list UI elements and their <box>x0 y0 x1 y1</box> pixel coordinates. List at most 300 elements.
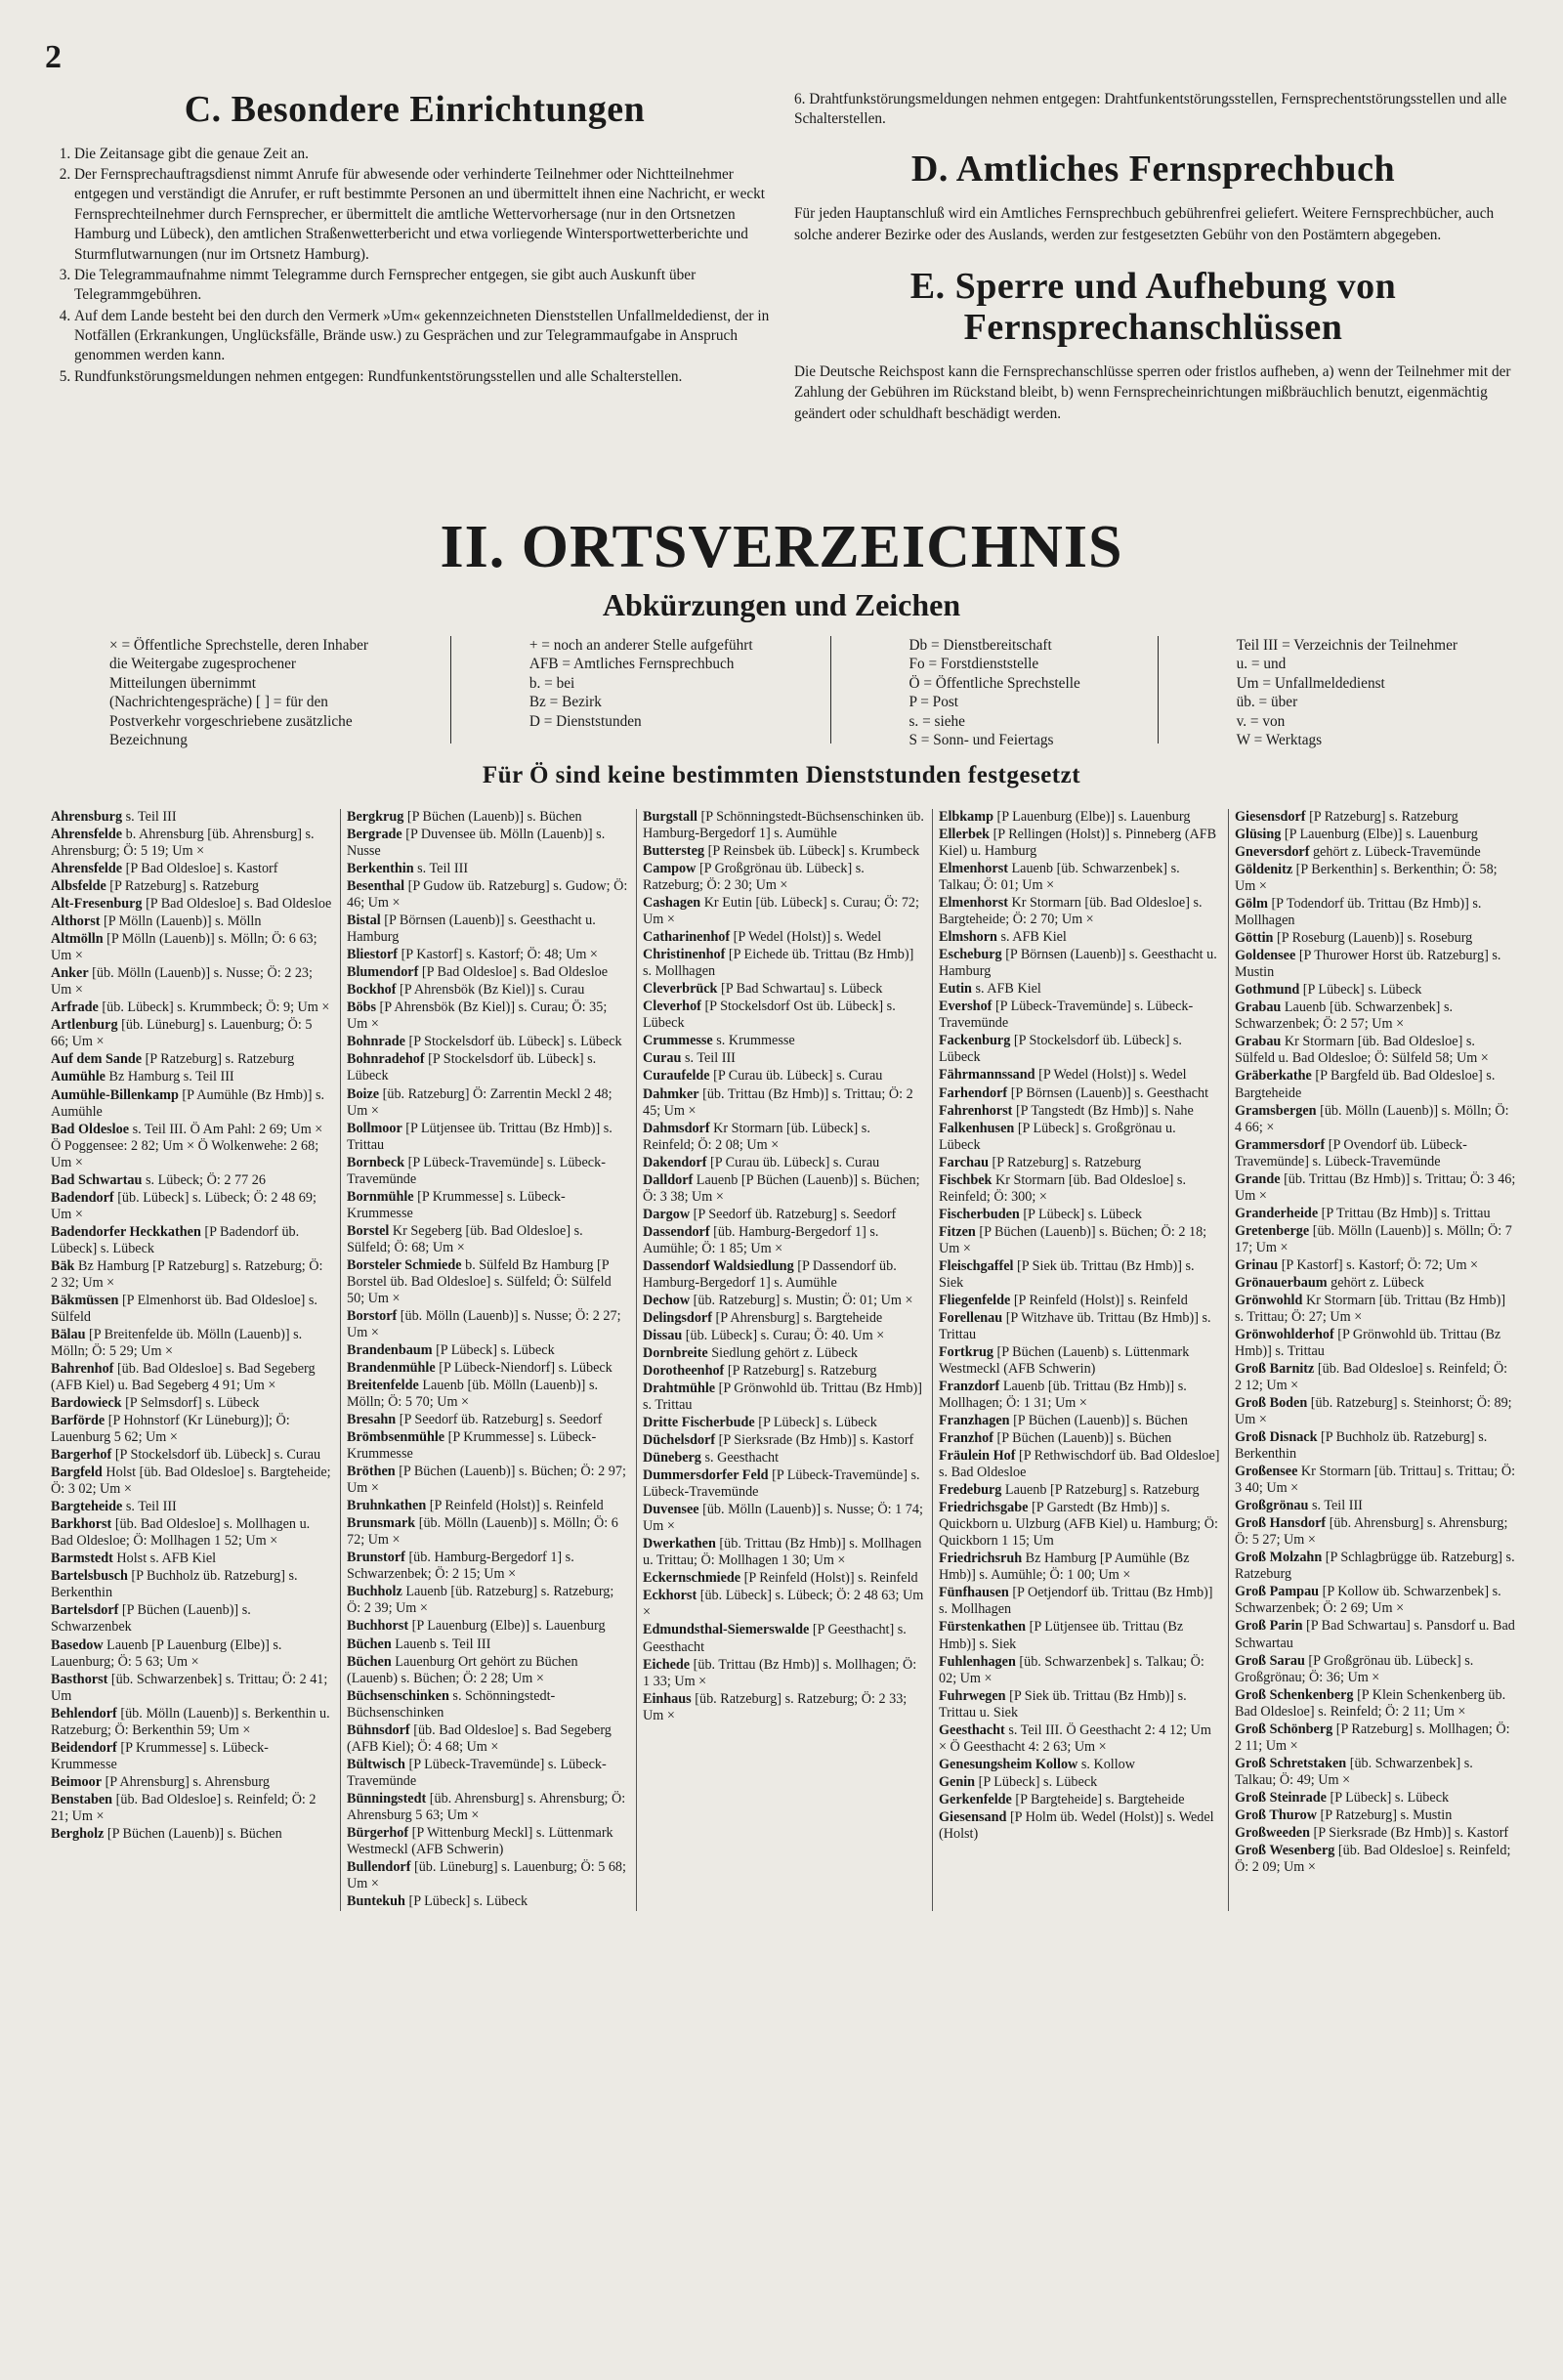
place-entry <box>1235 1361 1516 1394</box>
place-name: Büchen <box>347 1653 392 1670</box>
place-name: Beidendorf <box>51 1739 117 1756</box>
place-name: Basthorst <box>51 1671 108 1687</box>
place-name: Bornmühle <box>347 1188 414 1205</box>
place-entry <box>347 1859 628 1892</box>
place-name: Delingsdorf <box>643 1309 712 1326</box>
place-name: Ahrensburg <box>51 809 123 825</box>
place-entry <box>347 1155 628 1188</box>
place-entry <box>1235 982 1516 999</box>
place-name: Bohnradehof <box>347 1051 425 1068</box>
place-name: Friedrichsruh <box>939 1551 1023 1567</box>
place-entry <box>51 1051 332 1068</box>
place-details: [P Reinfeld (Holst)] s. Reinfeld <box>426 1498 604 1514</box>
place-details: [üb. Lübeck] s. Curau; Ö: 40. Um × <box>682 1327 885 1343</box>
place-name: Elmshorn <box>939 929 997 946</box>
place-details: [P Bad Oldesloe] s. Kastorf <box>122 861 278 877</box>
place-details: s. Kollow <box>1077 1756 1136 1772</box>
place-details: [P Kollow üb. Schwarzenbek] s. Schwarzenbek; Ö: 2 69; Um × <box>1235 1584 1501 1617</box>
place-entry <box>1235 1293 1516 1326</box>
place-details: [P Sierksrade (Bz Hmb)] s. Kastorf <box>715 1432 914 1449</box>
place-details: [P Stockelsdorf Ost üb. Lübeck] s. Lübeck <box>643 999 896 1032</box>
place-entry <box>347 1308 628 1341</box>
place-details: [P Lübeck] s. Lübeck <box>404 1892 528 1909</box>
place-name: Fredeburg <box>939 1482 1002 1499</box>
place-details: [üb. Schwarzenbek] s. Trittau; Ö: 2 41; Um <box>51 1671 328 1704</box>
place-name: Evershof <box>939 999 993 1015</box>
place-name: Granderheide <box>1235 1205 1319 1221</box>
place-entry <box>347 1825 628 1858</box>
place-name: Fortkrug <box>939 1343 993 1360</box>
place-entry <box>51 1499 332 1515</box>
place-name: Barförde <box>51 1413 106 1429</box>
place-name: Büchen <box>347 1636 392 1652</box>
place-name: Franzdorf <box>939 1379 1000 1395</box>
place-name: Groß Wesenberg <box>1235 1842 1335 1858</box>
place-entry <box>347 1412 628 1428</box>
place-name: Artlenburg <box>51 1017 118 1034</box>
place-name: Bröthen <box>347 1464 396 1480</box>
place-entry <box>347 1257 628 1307</box>
place-details: [P Berkenthin] s. Berkenthin; Ö: 58; Um × <box>1235 862 1498 895</box>
place-details: [P Lübeck] s. Großgrönau u. Lübeck <box>939 1120 1176 1153</box>
place-entry <box>51 1465 332 1498</box>
place-entry <box>939 1654 1220 1687</box>
place-name: Brandenmühle <box>347 1360 436 1376</box>
place-details: [P Lübeck] s. Lübeck <box>975 1773 1098 1790</box>
place-details: [üb. Trittau (Bz Hmb)] s. Trittau; Ö: 3 46; Um × <box>1235 1170 1516 1204</box>
place-entry <box>51 1172 332 1189</box>
place-name: Grönwohld <box>1235 1292 1303 1308</box>
place-details: Bz Hamburg s. Teil III <box>105 1069 234 1085</box>
place-name: Althorst <box>51 914 101 930</box>
place-name: Benstaben <box>51 1791 113 1807</box>
place-name: Böbs <box>347 999 376 1016</box>
place-name: Bliestorf <box>347 947 399 963</box>
place-details: [üb. Ratzeburg] Ö: Zarrentin Meckl 2 48; Um × <box>347 1085 613 1119</box>
place-details: [P Reinfeld (Holst)] s. Reinfeld <box>740 1570 918 1587</box>
place-details: [P Lübeck-Niendorf] s. Lübeck <box>435 1360 613 1376</box>
place-name: Breitenfelde <box>347 1378 419 1394</box>
place-entry <box>347 1189 628 1222</box>
place-name: Escheburg <box>939 947 1002 963</box>
place-entry <box>643 1570 924 1587</box>
place-details: [P Ahrensbök (Bz Kiel)] s. Curau; Ö: 35; Um × <box>347 999 608 1033</box>
section-c-item: 2. Der Fernsprechauftragsdienst nimmt Anrufe für abwesende oder verhinderte Teilnehmer oder Nichtteilnehmer entgegen und verständigt die Anrufer, er ruft bestimmte Personen an und übermittelt ihnen eine Nachricht, er weckt Fernsprechteilnehmer durch Fernsprecher, er übermittelt die amtliche Wettervorhersage (nur in den Ortsnetzen Hamburg und Lübeck), den amtlichen Straßenwetterbericht und etwa vorliegende Wintersportwetterberichte und Sturmflutwarnungen (nur im Ortsnetz Hamburg). <box>74 165 779 265</box>
place-details: [P Lauenburg (Elbe)] s. Lauenburg <box>993 809 1191 825</box>
section-d-title: D. Amtliches Fernsprechbuch <box>910 148 1396 190</box>
place-name: Curau <box>643 1050 682 1067</box>
place-entry <box>347 1051 628 1084</box>
place-name: Fuhlenhagen <box>939 1653 1016 1670</box>
place-name: Gerkenfelde <box>939 1791 1012 1807</box>
place-name: Bohnrade <box>347 1034 405 1050</box>
place-entry <box>1235 1206 1516 1222</box>
place-name: Buttersteg <box>643 843 705 860</box>
place-details: [üb. Hamburg-Bergedorf 1] s. Schwarzenbek; Ö: 2 15; Um × <box>347 1550 574 1583</box>
place-entry <box>347 1550 628 1583</box>
place-name: Forellenau <box>939 1309 1003 1326</box>
place-name: Eichede <box>643 1656 691 1673</box>
place-details: [P Lauenburg (Elbe)] s. Lauenburg <box>408 1618 606 1635</box>
place-details: Kr Stormarn [üb. Bad Oldesloe] s. Sülfeld u. Bad Oldesloe; Ö: Sülfeld 58; Um × <box>1235 1034 1489 1067</box>
place-entry <box>1235 1825 1516 1842</box>
place-details: [P Lübeck] s. Lübeck <box>432 1341 555 1358</box>
place-name: Bargerhof <box>51 1447 112 1464</box>
place-name: Barkhorst <box>51 1516 112 1533</box>
place-name: Dargow <box>643 1206 691 1222</box>
place-entry <box>939 1155 1220 1171</box>
place-name: Falkenhusen <box>939 1120 1015 1136</box>
place-name: Groß Thurow <box>1235 1806 1317 1823</box>
place-entry <box>939 1482 1220 1499</box>
place-name: Bad Schwartau <box>51 1171 143 1188</box>
place-entry <box>347 1722 628 1756</box>
place-entry <box>1235 1171 1516 1205</box>
place-entry <box>51 809 332 826</box>
top-sections <box>51 90 1512 424</box>
place-name: Giesensand <box>939 1808 1007 1825</box>
place-name: Aumühle-Billenkamp <box>51 1086 179 1103</box>
place-name: Fackenburg <box>939 1033 1011 1049</box>
place-details: [P Eichede üb. Trittau (Bz Hmb)] s. Mollhagen <box>643 947 914 980</box>
place-details: [üb. Ahrensburg] s. Ahrensburg; Ö: Ahrensburg 5 63; Um × <box>347 1790 626 1823</box>
place-name: Dahmker <box>643 1085 699 1102</box>
place-entry <box>347 1498 628 1514</box>
place-entry <box>643 861 924 894</box>
place-details: [P Todendorf üb. Trittau (Bz Hmb)] s. Mollhagen <box>1235 896 1482 929</box>
place-entry <box>1235 827 1516 843</box>
place-details: Lauenburg Ort gehört zu Büchen (Lauenb) s. Büchen; Ö: 2 28; Um × <box>347 1653 578 1686</box>
place-name: Bahrenhof <box>51 1361 114 1377</box>
place-details: [üb. Trittau (Bz Hmb)] s. Mollhagen u. Trittau; Ö: Mollhagen 1 30; Um × <box>643 1536 922 1569</box>
place-details: [P Lübeck-Travemünde] s. Lübeck-Travemünde <box>347 1756 607 1789</box>
place-details: [P Sierksrade (Bz Hmb)] s. Kastorf <box>1309 1824 1509 1841</box>
place-details: [üb. Ratzeburg] s. Steinhorst; Ö: 89; Um × <box>1235 1395 1512 1428</box>
place-entry <box>643 1050 924 1067</box>
place-name: Besenthal <box>347 878 405 895</box>
place-entry <box>939 1448 1220 1481</box>
place-name: Ellerbek <box>939 827 991 843</box>
place-entry <box>1235 1618 1516 1651</box>
place-name: Bartelsdorf <box>51 1602 119 1619</box>
place-entry <box>939 1757 1220 1773</box>
place-name: Eckhorst <box>643 1588 697 1604</box>
place-entry <box>1235 1756 1516 1789</box>
place-details: [P Gudow üb. Ratzeburg] s. Gudow; Ö: 46; Um × <box>347 878 628 912</box>
place-details: s. Teil III <box>122 809 177 825</box>
place-details: [P Buchholz üb. Ratzeburg] s. Berkenthin <box>51 1568 298 1601</box>
place-entry <box>643 1657 924 1690</box>
place-entry <box>939 1430 1220 1447</box>
place-details: [P Lübeck] s. Lübeck <box>754 1415 877 1431</box>
place-name: Groß Disnack <box>1235 1429 1318 1446</box>
place-details: [P Lauenburg (Elbe)] s. Lauenburg <box>1281 827 1478 843</box>
place-entry <box>347 809 628 826</box>
place-name: Buchhorst <box>347 1618 409 1635</box>
place-name: Borstorf <box>347 1307 398 1324</box>
place-name: Bergrade <box>347 827 402 843</box>
place-details: s. Teil III. Ö Geesthacht 2: 4 12; Um × Ö Geesthacht 4: 2 63; Um × <box>939 1721 1211 1755</box>
place-details: [P Bargteheide] s. Bargteheide <box>1011 1791 1185 1807</box>
place-entry <box>1235 1223 1516 1256</box>
place-details: s. Teil III <box>122 1499 177 1515</box>
place-entry <box>643 843 924 860</box>
place-entry <box>643 1381 924 1414</box>
place-name: Cleverhof <box>643 999 701 1015</box>
place-details: [P Großgrönau üb. Lübeck] s. Ratzeburg; Ö: 2 30; Um × <box>643 861 865 894</box>
place-details: b. Ahrensburg [üb. Ahrensburg] s. Ahrensburg; Ö: 5 19; Um × <box>51 827 315 860</box>
place-details: Lauenb [üb. Schwarzenbek] s. Talkau; Ö: 01; Um × <box>939 861 1180 894</box>
place-entry <box>51 1293 332 1326</box>
place-details: [üb. Ratzeburg] s. Mustin; Ö: 01; Um × <box>690 1292 913 1308</box>
place-entry <box>1235 1275 1516 1292</box>
section-c-title: C. Besondere Einrichtungen <box>184 89 646 130</box>
place-details: [P Büchen (Lauenb)] s. Büchen <box>1009 1413 1188 1429</box>
place-name: Bergkrug <box>347 809 404 825</box>
place-details: Lauenb [P Lauenburg (Elbe)] s. Lauenburg; Ö: 5 63; Um × <box>51 1636 282 1670</box>
place-entry <box>51 1122 332 1171</box>
directory-column <box>1235 809 1524 1911</box>
place-details: [P Lübeck-Travemünde] s. Lübeck-Travemünde <box>939 999 1194 1032</box>
place-name: Auf dem Sande <box>51 1051 143 1068</box>
place-name: Dakendorf <box>643 1154 707 1170</box>
place-name: Groß Boden <box>1235 1395 1308 1412</box>
place-entry <box>939 1413 1220 1429</box>
place-details: [P Krummesse] s. Lübeck-Krummesse <box>51 1739 269 1772</box>
place-details: [P Tangstedt (Bz Hmb)] s. Nahe <box>1012 1102 1194 1119</box>
place-name: Catharinenhof <box>643 929 731 946</box>
place-details: Kr Stormarn [üb. Bad Oldesloe] s. Bargteheide; Ö: 2 70; Um × <box>939 895 1203 928</box>
place-name: Brunstorf <box>347 1550 405 1566</box>
place-name: Großensee <box>1235 1464 1298 1480</box>
place-name: Giesensdorf <box>1235 809 1306 825</box>
place-details: Holst [üb. Bad Oldesloe] s. Bargteheide; Ö: 3 02; Um × <box>51 1465 331 1498</box>
legend-col-2: + = noch an anderer Stelle aufgeführt AFB = Amtliches Fernsprechbuch b. = bei Bz = Bezirk D = Dienststunden <box>528 637 753 730</box>
place-details: [P Ratzeburg] s. Ratzeburg <box>724 1363 877 1379</box>
place-details: [üb. Mölln (Lauenb)] s. Nusse; Ö: 2 27; Um × <box>347 1307 621 1340</box>
place-entry <box>939 1258 1220 1292</box>
place-details: [üb. Bad Oldesloe] s. Mollhagen u. Bad Oldesloe; Ö: Mollhagen 1 52; Um × <box>51 1516 311 1550</box>
place-details: [üb. Bad Oldesloe] s. Reinfeld; Ö: 2 12; Um × <box>1235 1361 1508 1394</box>
place-details: [üb. Hamburg-Bergedorf 1] s. Aumühle; Ö: 1 85; Um × <box>643 1223 879 1256</box>
place-details: [P Lübeck-Travemünde] s. Lübeck-Travemünde <box>347 1154 606 1187</box>
place-entry <box>939 895 1220 928</box>
place-entry <box>643 1068 924 1084</box>
place-name: Cashagen <box>643 895 701 912</box>
place-name: Brunsmark <box>347 1515 416 1532</box>
directory-column <box>643 809 933 1911</box>
place-name: Farchau <box>939 1154 989 1170</box>
place-name: Dassendorf Waldsiedlung <box>643 1257 794 1274</box>
place-name: Gretenberge <box>1235 1222 1310 1239</box>
place-entry <box>347 1342 628 1359</box>
place-name: Borsteler Schmiede <box>347 1256 462 1273</box>
place-details: [P Bargfeld üb. Bad Oldesloe] s. Bargteheide <box>1235 1068 1496 1101</box>
place-details: s. AFB Kiel <box>971 981 1041 998</box>
place-details: [P Ratzeburg] s. Mollhagen; Ö: 2 11; Um × <box>1235 1721 1510 1754</box>
place-details: [P Siek üb. Trittau (Bz Hmb)] s. Siek <box>939 1257 1195 1291</box>
place-name: Fährmannssand <box>939 1067 1035 1084</box>
place-name: Borstel <box>347 1222 390 1239</box>
directory-column <box>51 809 341 1911</box>
place-entry <box>1235 1137 1516 1170</box>
place-entry <box>51 1774 332 1791</box>
place-name: Bullendorf <box>347 1858 411 1875</box>
place-entry <box>347 1360 628 1377</box>
section-c-item: 1. Die Zeitansage gibt die genaue Zeit an. <box>74 145 779 164</box>
place-details: s. Lübeck; Ö: 2 77 26 <box>142 1171 266 1188</box>
place-name: Ahrensfelde <box>51 827 123 843</box>
place-details: [P Krummesse] s. Lübeck-Krummesse <box>347 1429 597 1463</box>
place-entry <box>939 1033 1220 1066</box>
place-details: [P Lütjensee üb. Trittau (Bz Hmb)] s. Trittau <box>347 1120 613 1153</box>
place-name: Edmundsthal-Siemerswalde <box>643 1622 810 1638</box>
place-name: Büchsenschinken <box>347 1687 449 1704</box>
place-name: Dassendorf <box>643 1223 710 1240</box>
legend-col-4: Teil III = Verzeichnis der Teilnehmer u. = und Um = Unfallmeldedienst üb. = über v. = von W = Werktags <box>1236 637 1457 749</box>
place-details: [P Büchen (Lauenb)] s. Büchen; Ö: 2 97; Um × <box>347 1464 626 1497</box>
place-name: Franzhagen <box>939 1413 1010 1429</box>
place-entry <box>643 1121 924 1154</box>
place-entry <box>347 878 628 912</box>
place-name: Glüsing <box>1235 827 1282 843</box>
place-entry <box>939 1500 1220 1550</box>
place-entry <box>347 1893 628 1910</box>
place-details: [P Ratzeburg] s. Mustin <box>1316 1806 1453 1823</box>
place-details: [P Lübeck] s. Lübeck <box>1299 982 1422 999</box>
place-entry <box>347 982 628 999</box>
place-entry <box>643 1502 924 1535</box>
place-entry <box>347 1086 628 1120</box>
place-entry <box>347 1636 628 1653</box>
legend-divider <box>830 636 831 744</box>
place-name: Groß Molzahn <box>1235 1550 1323 1566</box>
place-details: s. Teil III <box>681 1050 736 1067</box>
place-name: Groß Schretstaken <box>1235 1755 1347 1771</box>
place-details: [üb. Mölln (Lauenb)] s. Mölln; Ö: 6 72; Um × <box>347 1515 618 1549</box>
place-name: Friedrichsgabe <box>939 1500 1029 1516</box>
place-details: [P Ahrensburg] s. Bargteheide <box>711 1309 883 1326</box>
place-details: [üb. Mölln (Lauenb)] s. Mölln; Ö: 4 66; × <box>1235 1102 1509 1135</box>
place-entry <box>1235 1464 1516 1497</box>
place-details: [P Dassendorf üb. Hamburg-Bergedorf 1] s. Aumühle <box>643 1257 897 1291</box>
place-details: [P Bad Oldesloe] s. Bad Oldesloe <box>142 896 332 913</box>
place-name: Buntekuh <box>347 1892 405 1909</box>
place-entry <box>1235 1327 1516 1360</box>
place-details: [P Ratzeburg] s. Ratzeburg <box>988 1154 1142 1170</box>
place-entry <box>1235 1584 1516 1617</box>
place-details: [P Stockelsdorf üb. Lübeck] s. Curau <box>111 1447 321 1464</box>
place-entry <box>643 1691 924 1724</box>
place-entry <box>1235 1068 1516 1101</box>
section-e-title: E. Sperre und Aufhebung von Fernsprechanschlüssen <box>909 265 1397 348</box>
place-details: [P Büchen (Lauenb) s. Lüttenmark Westmeckl (AFB Schwerin) <box>939 1343 1190 1377</box>
place-details: [üb. Bad Oldesloe] s. Bad Segeberg (AFB Kiel) u. Bad Segeberg 4 91; Um × <box>51 1361 316 1394</box>
place-details: [P Buchholz üb. Ratzeburg] s. Berkenthin <box>1235 1429 1488 1463</box>
place-entry <box>939 1792 1220 1808</box>
place-entry <box>51 1224 332 1257</box>
place-details: s. Schönningstedt-Büchsenschinken <box>347 1687 556 1721</box>
place-entry <box>1235 1429 1516 1463</box>
place-entry <box>51 1327 332 1360</box>
place-details: [P Bad Schwartau] s. Lübeck <box>717 981 883 998</box>
place-name: Bollmoor <box>347 1120 402 1136</box>
place-details: [P Elmenhorst üb. Bad Oldesloe] s. Sülfeld <box>51 1292 317 1325</box>
place-details: [P Oetjendorf üb. Trittau (Bz Hmb)] s. Mollhagen <box>939 1585 1213 1618</box>
place-entry <box>643 1415 924 1431</box>
place-entry <box>643 1467 924 1501</box>
place-details: [P Lübeck-Travemünde] s. Lübeck-Travemünde <box>643 1467 920 1501</box>
place-entry <box>939 1379 1220 1412</box>
place-entry <box>1235 930 1516 947</box>
place-name: Bälau <box>51 1326 86 1342</box>
place-entry <box>51 1190 332 1223</box>
place-entry <box>347 1515 628 1549</box>
place-entry <box>347 861 628 877</box>
place-entry <box>51 1602 332 1636</box>
place-details: [P Curau üb. Lübeck] s. Curau <box>706 1154 880 1170</box>
place-details: [P Lütjensee üb. Trittau (Bz Hmb)] s. Siek <box>939 1619 1184 1652</box>
place-name: Eckernschmiede <box>643 1570 741 1587</box>
place-entry <box>51 914 332 930</box>
place-name: Ahrensfelde <box>51 861 123 877</box>
place-name: Eutin <box>939 981 972 998</box>
place-details: Lauenb [üb. Ratzeburg] s. Ratzeburg; Ö: 2 39; Um × <box>347 1584 614 1617</box>
place-name: Fräulein Hof <box>939 1448 1016 1465</box>
place-details: [P Wedel (Holst)] s. Wedel <box>730 929 882 946</box>
place-details: gehört z. Lübeck <box>1327 1274 1424 1291</box>
place-details: [üb. Trittau (Bz Hmb)] s. Mollhagen; Ö: 1 33; Um × <box>643 1656 917 1689</box>
place-entry <box>347 1618 628 1635</box>
section-c-item-6: 6. Drahtfunkstörungsmeldungen nehmen entgegen: Drahtfunkentstörungsstellen, Fernsprechentstörungsstellen und alle Schalterstellen. <box>794 91 1507 128</box>
place-details: [P Bad Schwartau] s. Pansdorf u. Bad Schwartau <box>1235 1618 1515 1651</box>
place-name: Bardowieck <box>51 1395 122 1412</box>
place-name: Alt-Fresenburg <box>51 896 143 913</box>
place-details: [P Witzhave üb. Trittau (Bz Hmb)] s. Trittau <box>939 1309 1211 1342</box>
place-entry <box>1235 1550 1516 1583</box>
place-name: Gräberkathe <box>1235 1068 1312 1084</box>
place-entry <box>939 1172 1220 1206</box>
place-details: s. Krummesse <box>712 1033 795 1049</box>
place-details: s. Teil III <box>413 861 469 877</box>
place-name: Bäk <box>51 1257 75 1274</box>
place-entry <box>643 895 924 928</box>
place-name: Fahrenhorst <box>939 1102 1013 1119</box>
place-name: Genin <box>939 1773 976 1790</box>
place-details: [P Holm üb. Wedel (Holst)] s. Wedel (Holst) <box>939 1808 1214 1842</box>
place-entry <box>939 999 1220 1032</box>
place-details: [P Ratzeburg] s. Ratzeburg <box>106 878 259 895</box>
place-details: [üb. Schwarzenbek] s. Talkau; Ö: 49; Um × <box>1235 1755 1473 1788</box>
place-name: Groß Pampau <box>1235 1584 1320 1600</box>
place-name: Gölm <box>1235 896 1268 913</box>
place-details: [P Mölln (Lauenb)] s. Mölln <box>100 914 262 930</box>
place-name: Dalldorf <box>643 1171 694 1188</box>
place-name: Groß Schönberg <box>1235 1721 1333 1737</box>
place-name: Gramsbergen <box>1235 1102 1317 1119</box>
place-name: Gneversdorf <box>1235 844 1310 861</box>
place-entry <box>643 981 924 998</box>
place-entry <box>939 827 1220 860</box>
place-details: [P Klein Schenkenberg üb. Bad Oldesloe] s. Reinfeld; Ö: 2 11; Um × <box>1235 1686 1506 1720</box>
place-name: Buchholz <box>347 1584 402 1600</box>
place-entry <box>939 1103 1220 1120</box>
place-name: Campow <box>643 861 697 877</box>
place-entry <box>643 1172 924 1206</box>
place-name: Barmstedt <box>51 1551 113 1567</box>
place-name: Düchelsdorf <box>643 1432 716 1449</box>
place-entry <box>51 965 332 999</box>
